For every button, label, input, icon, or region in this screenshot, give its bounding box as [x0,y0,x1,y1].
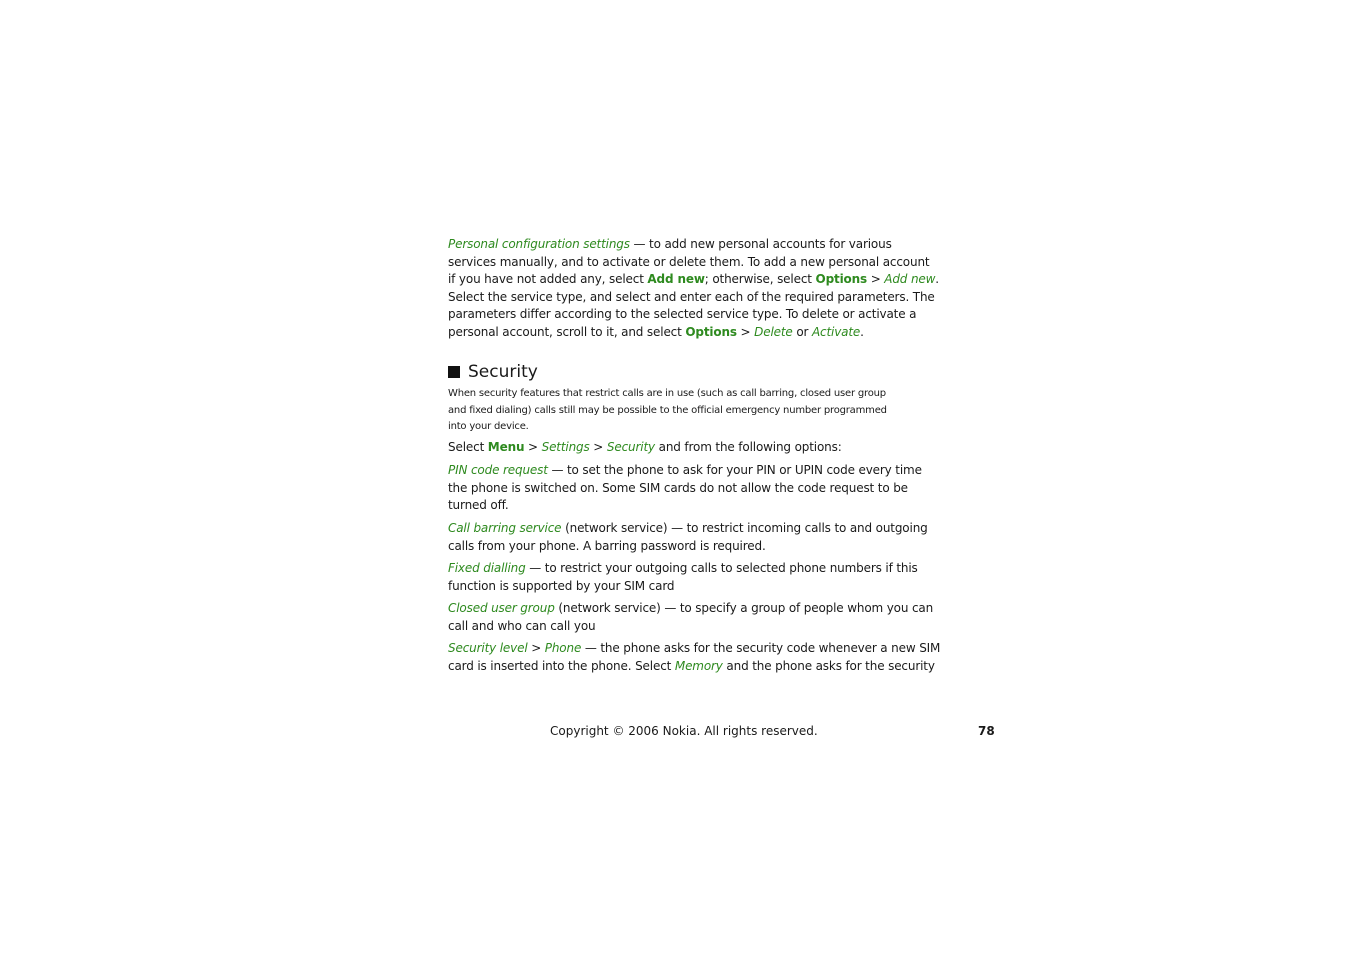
term-memory: Memory [674,658,723,673]
term-closed-user-group: Closed user group [448,601,555,615]
term-activate: Activate [811,324,861,339]
term-fixed-dialling: Fixed dialling [448,561,526,575]
option-fixed-dialling: Fixed dialling — to restrict your outgoing calls to selected phone numbers if this function is supported by your SIM card [448,561,918,593]
softkey-options-2: Options [685,324,737,339]
select-path-line: Select Menu > Settings > Security and from the following options: [448,440,842,454]
option-security-level: Security level > Phone — the phone asks for the security code whenever a new SIM card is inserted into the phone. Select Memory and the phone asks for the security [448,641,941,673]
term-call-barring: Call barring service [448,521,562,535]
menu-label: Menu [487,440,525,454]
bullet-square-icon [448,366,460,378]
section-title: Security [468,362,538,382]
option-call-barring: Call barring service (network service) — to restrict incoming calls to and outgoing calls from your phone. A barring password is required. [448,521,928,553]
page-number: 78 [978,724,995,738]
option-pin-code: PIN code request — to set the phone to ask for your PIN or UPIN code every time the phone is switched on. Some SIM cards do not allow the code request to be turned off. [448,463,922,513]
term-delete: Delete [754,324,793,339]
settings-label: Settings [541,440,590,454]
footer-copyright: Copyright © 2006 Nokia. All rights reserved. [550,724,818,738]
softkey-options: Options [815,272,868,287]
term-pin-code-request: PIN code request [448,463,548,477]
option-closed-user-group: Closed user group (network service) — to specify a group of people whom you can call and who can call you [448,601,934,633]
term-add-new: Add new [884,272,936,287]
term-phone: Phone [544,641,582,655]
term-personal-config: Personal configuration settings [448,237,630,251]
term-security-level: Security level [448,641,528,655]
security-label: Security [606,440,655,454]
softkey-add-new: Add new [647,272,705,287]
section-heading [448,361,538,383]
config-paragraph: Personal configuration settings — to add new personal accounts for various services manually, and to activate or delete them. To add a new personal account if you have not added any, select Add new; otherwise, select Options > Add new. Select the service type, and select and enter each of the required parameters. The parameters differ according to the selected service type. To delete or activate a personal account, scroll to it, and select Options > Delete or Activate. [448,237,939,339]
security-note: When security features that restrict calls are in use (such as call barring, closed user group and fixed dialing) calls still may be possible to the official emergency number programmed into your device. [448,388,887,433]
